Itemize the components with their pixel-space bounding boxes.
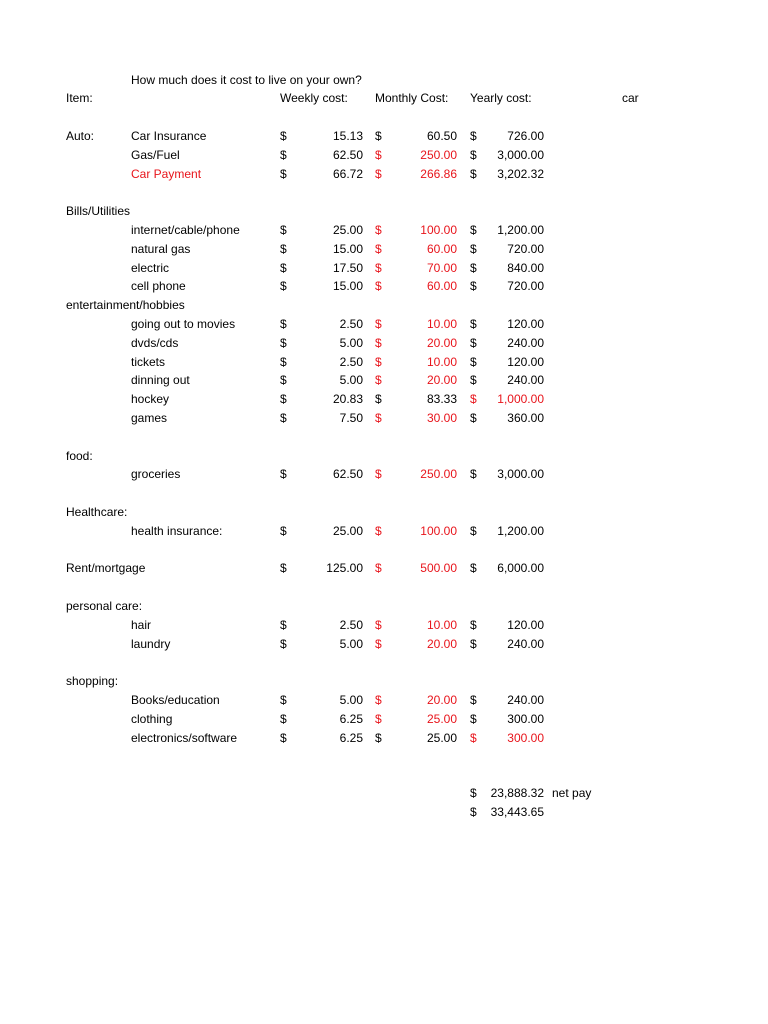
weekly-currency: $	[280, 129, 287, 143]
monthly-currency: $	[375, 411, 382, 425]
yearly-cost: 3,000.00	[497, 467, 544, 482]
weekly-cost: 2.50	[339, 617, 363, 632]
row-item-name: health insurance:	[131, 523, 223, 538]
weekly-currency: $	[280, 411, 287, 425]
yearly-cost: 1,200.00	[497, 523, 544, 538]
weekly-currency: $	[280, 636, 287, 651]
monthly-cost: 100.00	[420, 223, 457, 237]
total-value: 33,443.65	[490, 805, 544, 819]
monthly-cost: 500.00	[420, 561, 457, 576]
yearly-currency: $	[470, 561, 477, 576]
header-monthly: Monthly Cost:	[375, 91, 449, 105]
section-label: entertainment/hobbies	[66, 298, 185, 313]
yearly-cost: 240.00	[507, 335, 544, 350]
yearly-currency: $	[470, 354, 477, 369]
monthly-currency: $	[375, 147, 382, 162]
weekly-currency: $	[280, 561, 287, 576]
yearly-currency: $	[470, 317, 477, 331]
monthly-cost: 266.86	[420, 166, 457, 181]
weekly-currency: $	[280, 523, 287, 538]
yearly-currency: $	[470, 411, 477, 425]
weekly-cost: 6.25	[339, 730, 363, 745]
weekly-currency: $	[280, 354, 287, 369]
yearly-currency: $	[470, 223, 477, 237]
yearly-currency: $	[470, 467, 477, 482]
monthly-cost: 250.00	[420, 147, 457, 162]
weekly-currency: $	[280, 223, 287, 237]
yearly-currency: $	[470, 241, 477, 256]
yearly-cost: 1,200.00	[497, 223, 544, 237]
yearly-currency: $	[470, 523, 477, 538]
sheet-title: How much does it cost to live on your own?	[131, 73, 362, 87]
monthly-currency: $	[375, 223, 382, 237]
yearly-currency: $	[470, 147, 477, 162]
section-label: Bills/Utilities	[66, 204, 131, 219]
yearly-currency: $	[470, 617, 477, 632]
monthly-cost: 10.00	[426, 317, 457, 331]
yearly-cost: 720.00	[507, 279, 544, 294]
weekly-cost: 7.50	[339, 411, 363, 425]
monthly-currency: $	[375, 279, 382, 294]
yearly-cost: 240.00	[507, 693, 544, 707]
weekly-cost: 25.00	[332, 223, 363, 237]
monthly-currency: $	[375, 260, 382, 275]
row-item-name: electric	[131, 260, 170, 275]
yearly-currency: $	[470, 392, 477, 407]
yearly-cost: 120.00	[507, 617, 544, 632]
weekly-cost: 2.50	[339, 354, 363, 369]
row-item-name: groceries	[131, 467, 181, 482]
monthly-cost: 100.00	[420, 523, 457, 538]
yearly-currency: $	[470, 730, 477, 745]
row-item-name: dinning out	[131, 373, 190, 388]
yearly-cost: 240.00	[507, 373, 544, 388]
row-item-name: Gas/Fuel	[131, 147, 180, 162]
weekly-currency: $	[280, 147, 287, 162]
weekly-currency: $	[280, 260, 287, 275]
monthly-currency: $	[375, 129, 382, 143]
monthly-currency: $	[375, 354, 382, 369]
yearly-cost: 120.00	[507, 317, 544, 331]
row-item-name: Car Insurance	[131, 129, 207, 143]
monthly-cost: 10.00	[426, 617, 457, 632]
monthly-cost: 70.00	[426, 260, 457, 275]
weekly-cost: 5.00	[339, 693, 363, 707]
section-label: Auto:	[66, 129, 95, 143]
weekly-currency: $	[280, 730, 287, 745]
yearly-cost: 720.00	[507, 241, 544, 256]
weekly-currency: $	[280, 166, 287, 181]
yearly-currency: $	[470, 335, 477, 350]
row-item-name: going out to movies	[131, 317, 236, 331]
monthly-cost: 60.00	[426, 241, 457, 256]
monthly-currency: $	[375, 523, 382, 538]
yearly-cost: 3,202.32	[497, 166, 544, 181]
yearly-cost: 1,000.00	[497, 392, 544, 407]
monthly-cost: 83.33	[426, 392, 457, 407]
row-item-name: internet/cable/phone	[131, 223, 240, 237]
row-item-name: Books/education	[131, 693, 220, 707]
monthly-currency: $	[375, 392, 382, 407]
monthly-cost: 60.50	[426, 129, 457, 143]
weekly-cost: 62.50	[332, 147, 363, 162]
weekly-cost: 15.00	[332, 241, 363, 256]
yearly-currency: $	[470, 260, 477, 275]
monthly-cost: 60.00	[426, 279, 457, 294]
weekly-cost: 15.00	[332, 279, 363, 294]
header-weekly: Weekly cost:	[280, 91, 348, 105]
monthly-cost: 10.00	[426, 354, 457, 369]
weekly-currency: $	[280, 392, 287, 407]
yearly-cost: 120.00	[507, 354, 544, 369]
weekly-cost: 66.72	[332, 166, 363, 181]
yearly-cost: 360.00	[507, 411, 544, 425]
weekly-currency: $	[280, 373, 287, 388]
row-item-name: tickets	[131, 354, 166, 369]
weekly-currency: $	[280, 241, 287, 256]
row-item-name: Car Payment	[131, 166, 202, 181]
row-item-name: electronics/software	[131, 730, 238, 745]
yearly-cost: 726.00	[507, 129, 544, 143]
section-label: shopping:	[66, 674, 119, 689]
monthly-currency: $	[375, 373, 382, 388]
header-item: Item:	[66, 91, 93, 105]
weekly-currency: $	[280, 467, 287, 482]
monthly-currency: $	[375, 335, 382, 350]
section-label: food:	[66, 448, 93, 463]
yearly-currency: $	[470, 373, 477, 388]
monthly-cost: 20.00	[426, 335, 457, 350]
section-label: Rent/mortgage	[66, 561, 146, 576]
monthly-cost: 30.00	[426, 411, 457, 425]
yearly-cost: 300.00	[507, 711, 544, 726]
monthly-currency: $	[375, 711, 382, 726]
row-item-name: clothing	[131, 711, 173, 726]
monthly-currency: $	[375, 467, 382, 482]
monthly-currency: $	[375, 617, 382, 632]
weekly-currency: $	[280, 335, 287, 350]
total-currency: $	[470, 805, 477, 819]
weekly-cost: 20.83	[332, 392, 363, 407]
monthly-cost: 20.00	[426, 636, 457, 651]
section-label: Healthcare:	[66, 505, 128, 519]
weekly-currency: $	[280, 693, 287, 707]
yearly-cost: 6,000.00	[497, 561, 544, 576]
row-item-name: games	[131, 411, 168, 425]
monthly-currency: $	[375, 166, 382, 181]
monthly-currency: $	[375, 730, 382, 745]
row-item-name: natural gas	[131, 241, 191, 256]
row-item-name: hockey	[131, 392, 170, 407]
monthly-cost: 250.00	[420, 467, 457, 482]
monthly-currency: $	[375, 317, 382, 331]
weekly-currency: $	[280, 317, 287, 331]
total-value: 23,888.32	[490, 786, 544, 800]
monthly-currency: $	[375, 636, 382, 651]
yearly-currency: $	[470, 129, 477, 143]
yearly-cost: 3,000.00	[497, 147, 544, 162]
yearly-currency: $	[470, 279, 477, 294]
weekly-cost: 25.00	[332, 523, 363, 538]
monthly-cost: 25.00	[426, 730, 457, 745]
monthly-currency: $	[375, 693, 382, 707]
weekly-cost: 15.13	[332, 129, 363, 143]
row-item-name: hair	[131, 617, 152, 632]
monthly-cost: 20.00	[426, 693, 457, 707]
weekly-cost: 5.00	[339, 335, 363, 350]
weekly-cost: 5.00	[339, 373, 363, 388]
weekly-cost: 6.25	[339, 711, 363, 726]
weekly-cost: 17.50	[332, 260, 363, 275]
monthly-cost: 25.00	[426, 711, 457, 726]
monthly-cost: 20.00	[426, 373, 457, 388]
weekly-cost: 62.50	[332, 467, 363, 482]
row-item-name: dvds/cds	[131, 335, 179, 350]
weekly-cost: 5.00	[339, 636, 363, 651]
monthly-currency: $	[375, 561, 382, 576]
row-item-name: cell phone	[131, 279, 186, 294]
total-label: net pay	[552, 786, 592, 800]
weekly-currency: $	[280, 617, 287, 632]
yearly-currency: $	[470, 711, 477, 726]
yearly-cost: 240.00	[507, 636, 544, 651]
weekly-currency: $	[280, 279, 287, 294]
weekly-currency: $	[280, 711, 287, 726]
monthly-currency: $	[375, 241, 382, 256]
yearly-cost: 840.00	[507, 260, 544, 275]
header-yearly: Yearly cost:	[470, 91, 532, 105]
weekly-cost: 125.00	[326, 561, 363, 576]
yearly-currency: $	[470, 693, 477, 707]
row-item-name: laundry	[131, 636, 171, 651]
yearly-cost: 300.00	[507, 730, 544, 745]
yearly-currency: $	[470, 636, 477, 651]
weekly-cost: 2.50	[339, 317, 363, 331]
total-currency: $	[470, 786, 477, 800]
header-extra: car	[622, 91, 639, 105]
yearly-currency: $	[470, 166, 477, 181]
section-label: personal care:	[66, 599, 143, 613]
